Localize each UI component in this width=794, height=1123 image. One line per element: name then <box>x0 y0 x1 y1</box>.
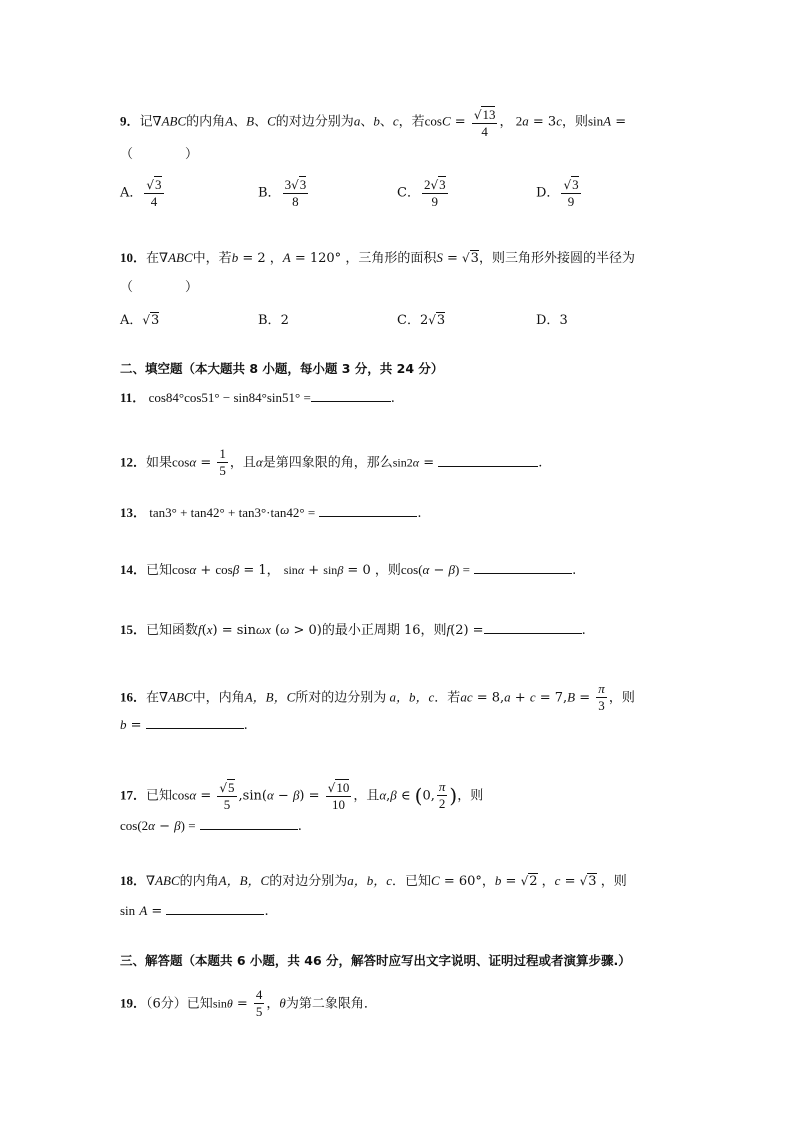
question-10: 10．在∇ABC中，若b = 2 ，A = 120° ，三角形的面积S = √3，则三角形外接圆的半径为 <box>120 250 635 266</box>
question-11: 11． cos84°cos51° − sin84°sin51° = . <box>120 390 395 406</box>
question-number: 9 <box>120 113 127 129</box>
question-17-answer: cos(2α − β) = . <box>120 818 302 834</box>
question-19: 19．（6分）已知sinθ = $\frac{4}{5}$ ，θ为第二象限角． <box>120 987 377 1019</box>
question-15: 15．已知函数f(x) = sinωx (ω > 0)的最小正周期 16，则f(2) = . <box>120 622 586 638</box>
question-9-option-b[interactable]: B． $\frac{3√3}{8}$ <box>258 177 307 209</box>
answer-blank[interactable] <box>311 400 391 402</box>
question-9-option-a[interactable]: A． $\frac{√3}{4}$ <box>120 177 162 209</box>
question-10-option-b[interactable]: B．2 <box>258 313 289 328</box>
answer-blank[interactable] <box>438 465 538 467</box>
question-9: 9．记∇ABC的内角A、B、C的对边分别为a、b、c，若cosC = $\frac{√13}{4}$ ， 2a = 3c，则sinA = <box>120 107 627 139</box>
answer-blank[interactable] <box>200 828 298 830</box>
answer-blank[interactable] <box>484 632 582 634</box>
question-17: 17．已知cosα = $\frac{√5}{5}$ ,sin(α − β) = $\frac{√10}{10}$ ，且α,β ∈ (0, $\frac{\pi}{2}$ )，则 <box>120 779 484 812</box>
question-10-paren: （ ） <box>120 280 199 295</box>
section-2-heading: 二、填空题（本大题共 8 小题，每小题 3 分，共 24 分） <box>120 361 444 376</box>
question-16: 16．在∇ABC中，内角A，B，C所对的边分别为 a，b，c．若ac = 8,a + c = 7,B = $\frac{\pi}{3}$ ，则 <box>120 681 635 713</box>
section-3-heading: 三、解答题（本题共 6 小题，共 46 分，解答时应写出文字说明、证明过程或者演算步骤.） <box>120 953 631 968</box>
question-9-option-c[interactable]: C． $\frac{2√3}{9}$ <box>397 177 446 209</box>
answer-blank[interactable] <box>474 572 572 574</box>
question-18-answer: sin A = . <box>120 903 269 919</box>
question-18: 18．∇ABC的内角A，B，C的对边分别为a，b，c．已知C = 60°，b = √2 ，c = √3 ，则 <box>120 873 627 889</box>
answer-blank[interactable] <box>146 727 244 729</box>
question-10-option-c[interactable]: C．2√3 <box>397 313 446 328</box>
answer-blank[interactable] <box>166 913 264 915</box>
question-10-option-a[interactable]: A．√3 <box>120 313 160 328</box>
question-13: 13． tan3° + tan42° + tan3°·tan42° = . <box>120 505 422 521</box>
question-9-option-d[interactable]: D． $\frac{√3}{9}$ <box>536 177 579 209</box>
answer-blank[interactable] <box>319 515 417 517</box>
question-16-answer: b = . <box>120 717 248 733</box>
question-10-option-d[interactable]: D．3 <box>536 313 568 328</box>
question-14: 14．已知cosα + cosβ = 1， sinα + sinβ = 0 ，则cos(α − β) = . <box>120 562 577 578</box>
question-9-paren: （ ） <box>120 147 199 162</box>
question-12: 12．如果cosα = $\frac{1}{5}$ ，且α是第四象限的角，那么sin2α = . <box>120 446 543 478</box>
